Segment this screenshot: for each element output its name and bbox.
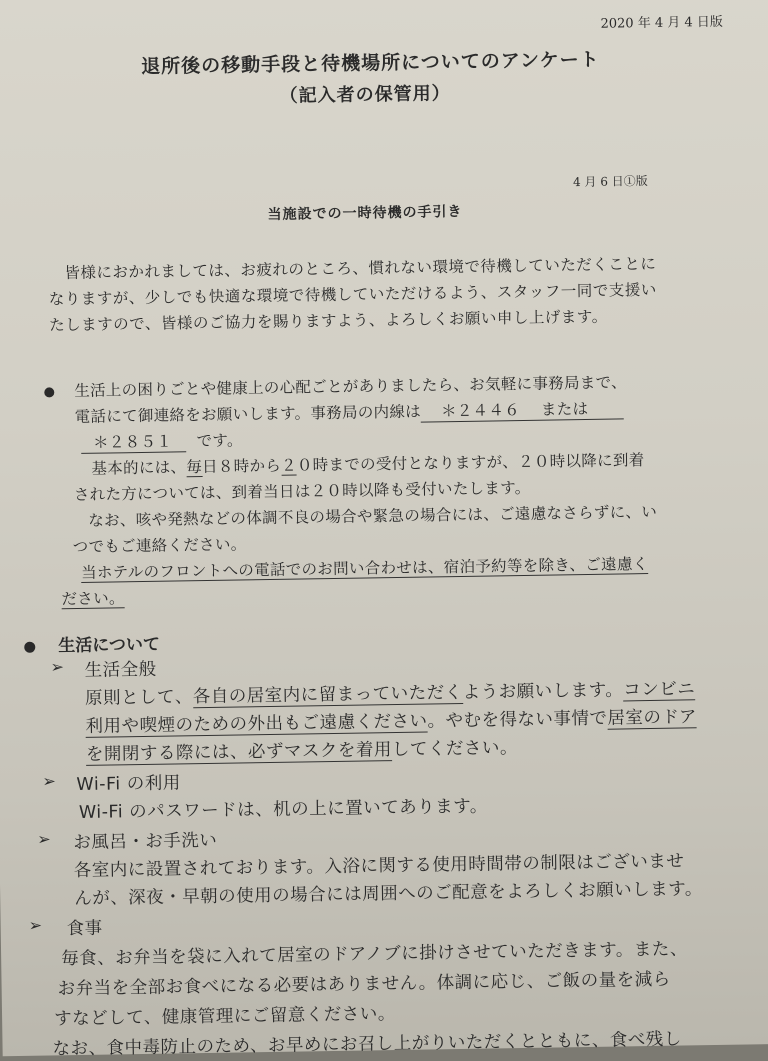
meal-heading: 食事 xyxy=(66,918,103,940)
contact-line-3-text: です。 xyxy=(196,431,243,451)
general-line-1-b: ようお願いします。 xyxy=(462,680,624,703)
arrow-bullet-icon: ➢ xyxy=(28,915,43,935)
general-line-2-u: 利用や喫煙のための外出もご遠慮ください xyxy=(85,711,428,737)
contact-line-3 xyxy=(81,428,243,454)
extension-1 xyxy=(421,396,624,422)
contact-line-7: つでもご連絡ください。 xyxy=(72,535,247,557)
general-line-3-u: を開閉する際には、必ずマスクを着用 xyxy=(85,740,393,765)
arrow-bullet-icon: ➢ xyxy=(50,657,65,677)
general-line-3-b: してください。 xyxy=(391,738,519,761)
contact-line-1: 生活上の困りごとや健康上の心配ごとがありましたら、お気軽に事務局まで、 xyxy=(74,373,628,401)
meal-line-3: すなどして、健康管理にご留意ください。 xyxy=(53,1004,396,1030)
bath-heading: お風呂・お手洗い xyxy=(73,830,218,854)
front-desk-notice: 当ホテルのフロントへの電話でのお問い合わせは、宿泊予約等を除き、ご遠慮く xyxy=(80,555,649,582)
header-date-version: 2020 年 4 月 4 日版 xyxy=(600,14,723,32)
intro-line-2: なりますが、少しでも快適な環境で待機していただけるよう、スタッフ一同で支援い xyxy=(48,280,657,309)
contact-line-4 xyxy=(91,448,644,479)
wifi-text: Wi-Fi のパスワードは、机の上に置いてあります。 xyxy=(78,796,488,824)
meal-line-2: お弁当を全部お食べになる必要はありません。体調に応じ、ご飯の量を減ら xyxy=(57,969,671,1000)
contact-line-9 xyxy=(61,586,125,609)
general-heading: 生活全般 xyxy=(84,659,157,681)
general-line-1-u: 各自の居室内に留まっていただく xyxy=(192,682,463,708)
extension-2: ＊２８５１ xyxy=(81,429,186,454)
contact-line-4-u1: 毎 xyxy=(186,458,203,477)
contact-line-8 xyxy=(81,552,649,583)
contact-line-4-c: ０時までの受付となりますが、２０時以降に到着 xyxy=(296,451,645,475)
life-heading: 生活について xyxy=(58,634,161,657)
general-line-2 xyxy=(85,703,697,738)
bullet-icon xyxy=(44,387,54,397)
guide-title: 当施設での一時待機の手引き xyxy=(267,203,463,223)
bullet-icon xyxy=(24,642,35,653)
meal-line-1: 毎食、お弁当を袋に入れて居室のドアノブに掛けさせていただきます。また、 xyxy=(61,939,688,970)
intro-line-3: たしますので、皆様のご協力を賜りますよう、よろしくお願い申し上げます。 xyxy=(49,307,608,335)
extension-or: または xyxy=(540,399,589,419)
guide-version: 4 月 6 日①版 xyxy=(572,173,648,190)
bath-line-2: んが、深夜・早朝の使用の場合には周囲へのご配意をよろしくお願いします。 xyxy=(74,879,703,910)
contact-line-2 xyxy=(74,396,623,428)
contact-line-4-a: 基本的には、 xyxy=(91,458,187,478)
arrow-bullet-icon: ➢ xyxy=(42,771,56,791)
general-line-1-u2: コンビニ xyxy=(623,679,696,701)
contact-line-6: なお、咳や発熱などの体調不良の場合や緊急の場合には、ご遠慮なさらずに、い xyxy=(88,502,658,530)
survey-subtitle: （記入者の保管用） xyxy=(279,83,451,107)
meal-line-4: なお、食中毒防止のため、お早めにお召し上がりいただくとともに、食べ残し xyxy=(52,1029,682,1060)
contact-line-2-text: 電話にて御連絡をお願いします。事務局の内線は xyxy=(74,402,422,427)
arrow-bullet-icon: ➢ xyxy=(37,829,51,849)
survey-title: 退所後の移動手段と待機場所についてのアンケート xyxy=(141,48,600,78)
general-line-3 xyxy=(86,734,518,766)
general-line-1-a: 原則として、 xyxy=(84,687,193,709)
front-desk-notice-end: ださい。 xyxy=(61,589,125,609)
contact-line-4-b: 日８時から xyxy=(201,456,282,477)
contact-line-5: された方については、到着当日は２０時以降も受付いたします。 xyxy=(73,478,531,505)
bath-line-1: 各室内に設置されております。入浴に関する使用時間帯の制限はございませ xyxy=(73,851,685,882)
general-line-2-b: 。やむを得ない事情で xyxy=(427,708,608,732)
contact-line-4-u2: ２ xyxy=(280,456,298,475)
intro-line-1: 皆様におかれましては、お疲れのところ、慣れない環境で待機していただくことに xyxy=(64,254,657,283)
general-line-2-u2: 居室のドア xyxy=(607,707,698,729)
extension-1-number: ＊２４４６ xyxy=(440,401,521,421)
wifi-heading: Wi-Fi の利用 xyxy=(76,773,181,796)
